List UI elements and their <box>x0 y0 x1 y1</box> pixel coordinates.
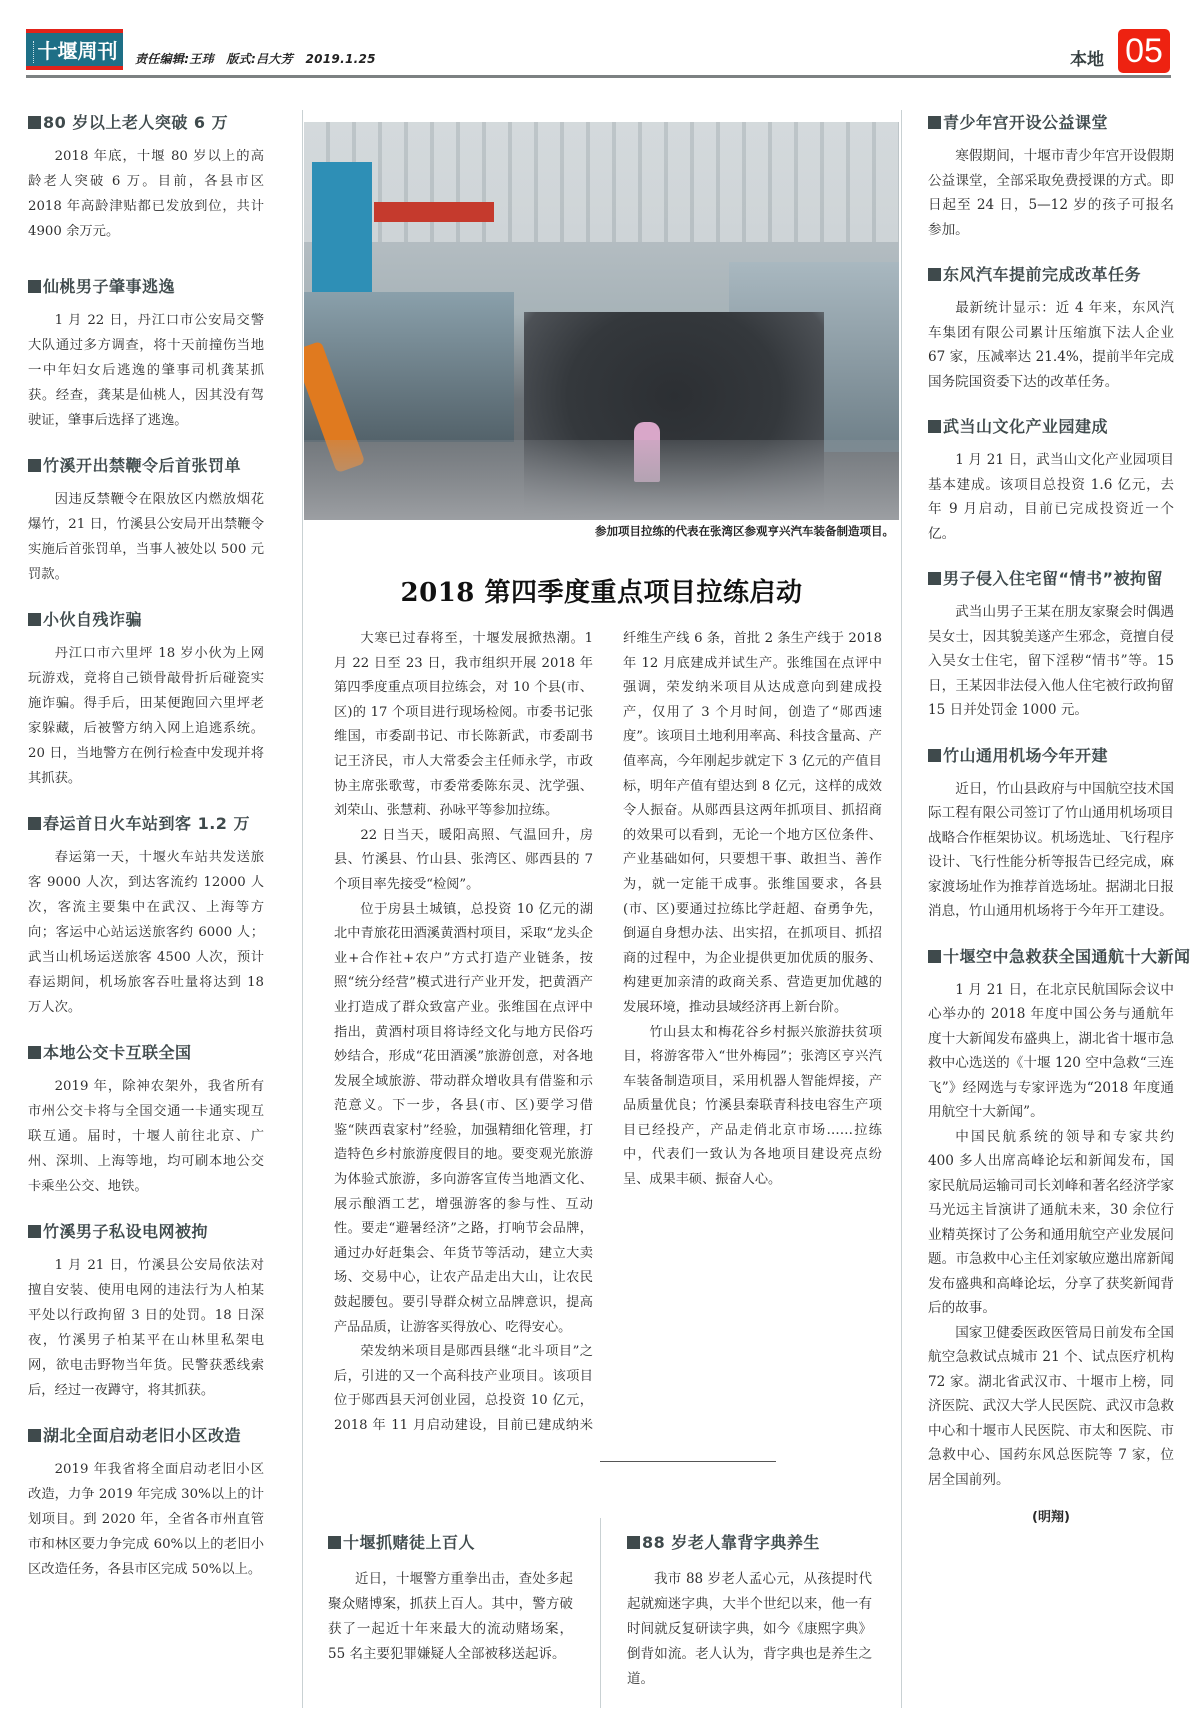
news-item-title: 湖北全面启动老旧小区改造 <box>43 1426 242 1445</box>
column-divider <box>302 110 303 1708</box>
news-item <box>928 566 1174 723</box>
news-item-title: 竹溪开出禁鞭令后首张罚单 <box>43 456 242 475</box>
news-item-title: 小伙自残诈骗 <box>43 610 143 629</box>
news-item-body: 最新统计显示：近 4 年来，东风汽车集团有限公司累计压缩旗下法人企业 67 家，压减率达 21.4%，提前半年完成国务院国资委下达的改革任务。 <box>928 300 1174 390</box>
section-name: 本地 <box>1070 50 1104 70</box>
square-bullet-icon <box>928 268 941 281</box>
square-bullet-icon <box>28 1429 41 1442</box>
news-item-body: 2019 年，除神农架外，我省所有市州公交卡将与全国交通一卡通实现互联互通。届时，十堰人前往北京、广州、深圳、上海等地，均可刷本地公交卡乘坐公交、地铁。 <box>28 1079 264 1194</box>
header-divider <box>26 75 1171 78</box>
news-item-title: 春运首日火车站到客 1.2 万 <box>43 814 250 833</box>
square-bullet-icon <box>28 613 41 626</box>
square-bullet-icon <box>28 280 41 293</box>
news-item <box>28 607 264 791</box>
column-divider <box>901 110 902 1708</box>
news-item <box>928 262 1174 394</box>
news-item-body: 1 月 21 日，武当山文化产业园项目基本建成。该项目总投资 1.6 亿元，去年 9 月启动，目前已完成投资近一个亿。 <box>928 452 1174 542</box>
square-bullet-icon <box>928 950 941 963</box>
news-item-title: 本地公交卡互联全国 <box>43 1043 192 1062</box>
news-item-title: 仙桃男子肇事逃逸 <box>43 277 176 296</box>
square-bullet-icon <box>328 1536 341 1549</box>
news-item <box>928 414 1174 546</box>
news-item <box>28 110 264 244</box>
news-item-title: 竹山通用机场今年开建 <box>943 745 1109 765</box>
news-item <box>28 274 264 433</box>
left-column <box>28 110 264 1602</box>
news-item-body: 寒假期间，十堰市青少年宫开设假期公益课堂，全部采取免费授课的方式。即日起至 24 日，5—12 岁的孩子可报名参加。 <box>928 148 1174 238</box>
news-item-title: 十堰空中急救获全国通航十大新闻 <box>943 946 1191 966</box>
news-item-body: 丹江口市六里坪 18 岁小伙为上网玩游戏，竟将自己锁骨敲骨折后碰瓷实施诈骗。得手后，田某便跑回六里坪老家躲藏，后被警方纳入网上追逃系统。20 日，当地警方在例行检查中发现并将其抓获。 <box>28 646 264 786</box>
news-item-title: 东风汽车提前完成改革任务 <box>943 265 1142 284</box>
news-item-body: 近日，十堰警方重拳出击，查处多起聚众赌博案，抓获上百人。其中，警方破获了一起近十年来最大的流动赌场案，55 名主要犯罪嫌疑人全部被移送起诉。 <box>328 1571 573 1662</box>
photo-floor <box>304 440 899 520</box>
news-item <box>928 743 1174 924</box>
news-item <box>28 1423 264 1582</box>
layout-label: 版式:吕大芳 <box>226 52 293 66</box>
square-bullet-icon <box>28 116 41 129</box>
square-bullet-icon <box>928 749 941 762</box>
news-item-body: 2019 年我省将全面启动老旧小区改造，力争 2019 年完成 30%以上的计划项目。到 2020 年，全省各市州直管市和林区要力争完成 60%以上的老旧小区改造任务，各县市区完成 50%以上。 <box>28 1462 264 1577</box>
news-item-title: 武当山文化产业园建成 <box>943 417 1109 436</box>
article-paragraph: 竹山县太和梅花谷乡村振兴旅游扶贫项目，将游客带入“世外梅园”；张湾区亨兴汽车装备制造项目，采用机器人智能焊接，产品质量优良；竹溪县秦联青科技电容生产项目已经投产，产品走俏北京市场……拉练中，代表们一致认为各地项目建设亮点纷呈、成果丰硕、振奋人心。 <box>623 1024 882 1188</box>
news-item <box>28 811 264 1020</box>
square-bullet-icon <box>928 116 941 129</box>
news-item-title: 十堰抓赌徒上百人 <box>343 1533 476 1552</box>
masthead-title: 十堰周刊 <box>37 39 118 63</box>
article-paragraph: 大寒已过春将至，十堰发展掀热潮。1 月 22 日至 23 日，我市组织开展 2018 年第四季度重点项目拉练会，对 10 个县(市、区)的 17 个项目进行现场检阅。市委书记张维国，市委副书记、市长陈新武，市委副书记王济民，市人大常委会主任师永学，市政协主席张歌莺，市委常委陈东灵、沈学强、刘荣山、张慧莉、孙咏平等参加拉练。 <box>334 631 593 819</box>
square-bullet-icon <box>28 459 41 472</box>
article-paragraph: 位于房县土城镇，总投资 10 亿元的湖北中青旅花田酒溪黄酒村项目，采取“龙头企业+合作社+农户”方式打造产业链条，按照“统分经营”模式进行产业开发，把黄酒产业打造成了群众致富产业。张维国在点评中指出，黄酒村项目将诗经文化与地方民俗巧妙结合，形成“花田酒溪”旅游创意，对各地发展全域旅游、带动群众增收具有借鉴和示范意义。下一步，各县(市、区)要学习借鉴“陕西袁家村”经验，加强精细化管理，打造特色乡村旅游度假目的地。要变观光旅游为体验式旅游，多向游客宣传当地酒文化、展示酿酒工艺，增强游客的参与性、互动性。要走“避暑经济”之路，打响节会品牌，通过办好赶集会、年货节等活动，建立大卖场、交易中心，让农产品走出大山，让农民鼓起腰包。要引导群众树立品牌意识，提高产品品质，让游客买得放心、吃得安心。 <box>334 901 593 1335</box>
masthead-ornament <box>33 41 38 63</box>
right-column <box>928 110 1191 1525</box>
feature-article <box>334 627 882 1457</box>
news-item-body: 我市 88 岁老人孟心元，从孩提时代起就痴迷字典，大半个世纪以来，他一有时间就反复研读字典，如今《康熙字典》倒背如流。老人认为，背字典也是养生之道。 <box>627 1571 872 1687</box>
article-end-rule <box>600 1461 776 1462</box>
editor-label: 责任编辑:王玮 <box>135 52 214 66</box>
news-item <box>28 453 264 587</box>
editor-credits <box>135 50 384 67</box>
square-bullet-icon <box>28 817 41 830</box>
news-item-body: 1 月 21 日，竹溪县公安局依法对擅自安装、使用电网的违法行为人柏某平处以行政拘留 3 日的处罚。18 日深夜，竹溪男子柏某平在山林里私架电网，欲电击野物当年货。民警获悉线索后，经过一夜蹲守，将其抓获。 <box>28 1258 264 1398</box>
news-item-body: 2018 年底，十堰 80 岁以上的高龄老人突破 6 万。目前，各县市区 2018 年高龄津贴都已发放到位，共计 4900 余万元。 <box>28 149 264 239</box>
news-item-body: 1 月 21 日，在北京民航国际会议中心举办的 2018 年度中国公务与通航年度十大新闻发布盛典上，湖北省十堰市急救中心选送的《十堰 120 空中急救“三连飞”》经网选与专家评选为“2018 年度通用航空十大新闻”。 <box>928 981 1174 1120</box>
news-item <box>28 1219 264 1403</box>
author-byline: (明翔) <box>1032 1510 1070 1525</box>
square-bullet-icon <box>627 1536 640 1549</box>
news-item <box>928 110 1174 242</box>
masthead-logo <box>26 29 123 70</box>
news-item-body: 近日，竹山县政府与中国航空技术国际工程有限公司签订了竹山通用机场项目战略合作框架协议。机场选址、飞行程序设计、飞行性能分析等报告已经完成，麻家渡场址作为推荐首选场址。据湖北日报消息，竹山通用机场将于今年开工建设。 <box>928 780 1174 919</box>
news-item-title: 88 岁老人靠背字典养生 <box>642 1533 820 1552</box>
article-paragraph: 22 日当天，暖阳高照、气温回升，房县、竹溪县、竹山县、张湾区、郧西县的 7 个项目率先接受“检阅”。 <box>334 827 593 892</box>
news-item-body: 1 月 22 日，丹江口市公安局交警大队通过多方调查，将十天前撞伤当地一中年妇女后逃逸的肇事司机龚某抓获。经查，龚某是仙桃人，因其没有驾驶证，肇事后选择了逃逸。 <box>28 313 264 428</box>
column-divider <box>600 1518 601 1708</box>
news-item-body: 武当山男子王某在朋友家聚会时偶遇吴女士，因其貌美遂产生邪念，竟擅自侵入吴女士住宅，留下淫秽“情书”等。15 日，王某因非法侵入他人住宅被行政拘留 15 日并处罚金 1000 元。 <box>928 604 1174 718</box>
news-item-body: 春运第一天，十堰火车站共发送旅客 9000 人次，到达客流约 12000 人次，客流主要集中在武汉、上海等方向；客运中心站运送旅客约 6000 人；武当山机场运送旅客 4500 人次，预计春运期间，机场旅客吞吐量将达到 18 万人次。 <box>28 850 264 1015</box>
article-paragraph: 荣发纳米项目是郧西县继“北斗项目”之后，引进的又一个高科技产业项目。该项目位于郧西县天河创业园，总投资 10 亿元，2018 年 11 月启动建设，目前已建成纳米纤维生产线 6 条，首批 2 条生产线于 2018 年 12 月底建成并试生产。张维国在点评中强调，荣发纳米项目从达成意向到建成投产，仅用了 3 个月时间，创造了“郧西速度”。该项目土地利用率高、科技含量高、产值率高，今年刚起步就定下 3 亿元的产值目标，明年产值有望达到 8 亿元，这样的成效令人振奋。从郧西县这两年抓项目、抓招商的效果可以看到，无论一个地方区位条件、产业基础如何，只要想干事、敢担当、善作为，就一定能干成事。张维国要求，各县(市、区)要通过拉练比学赶超、奋勇争先，倒逼自身想办法、出实招，在抓项目、抓招商的过程中，为企业提供更加优质的服务、构建更加亲清的政商关系、营造更加优越的发展环境，推动县域经济再上新台阶。 <box>334 631 882 1433</box>
news-item <box>627 1530 872 1712</box>
news-item-body: 国家卫健委医政医管局日前发布全国航空急救试点城市 21 个、试点医疗机构 72 家。湖北省武汉市、十堰市上榜，同济医院、武汉大学人民医院、武汉市急救中心和十堰市人民医院、市太和医院、市急救中心、国药东风总医院等 7 家，位居全国前列。 <box>928 1324 1174 1488</box>
photo-blue-banner <box>312 162 372 312</box>
square-bullet-icon <box>928 420 941 433</box>
news-item-title: 80 岁以上老人突破 6 万 <box>43 113 229 132</box>
square-bullet-icon <box>28 1225 41 1238</box>
news-item <box>928 944 1191 1493</box>
issue-date: 2019.1.25 <box>305 52 376 66</box>
feature-headline: 2018 第四季度重点项目拉练启动 <box>400 578 803 609</box>
feature-photo <box>304 122 899 520</box>
news-item-body: 因违反禁鞭令在限放区内燃放烟花爆竹，21 日，竹溪县公安局开出禁鞭令实施后首张罚单，当事人被处以 500 元罚款。 <box>28 492 264 582</box>
news-item <box>328 1530 573 1687</box>
news-item-title: 青少年宫开设公益课堂 <box>943 113 1109 132</box>
page-number-badge: 05 <box>1118 29 1170 73</box>
news-item <box>28 1040 264 1199</box>
news-item-title: 竹溪男子私设电网被拘 <box>43 1222 209 1241</box>
photo-factory-ceiling <box>304 122 899 242</box>
news-item-body: 中国民航系统的领导和专家共约 400 多人出席高峰论坛和新闻发布，国家民航局运输司司长刘峰和著名经济学家马光远主旨演讲了通航未来，30 余位行业精英探讨了公务和通用航空产业发展问题。市急救中心主任刘家敏应邀出席新闻发布盛典和高峰论坛，分享了获奖新闻背后的故事。 <box>928 1128 1174 1316</box>
news-item-title: 男子侵入住宅留“情书”被拘留 <box>943 569 1164 588</box>
photo-caption: 参加项目拉练的代表在张湾区参观亨兴汽车装备制造项目。 <box>595 524 894 538</box>
square-bullet-icon <box>928 572 941 585</box>
square-bullet-icon <box>28 1046 41 1059</box>
photo-red-banner <box>374 202 494 222</box>
